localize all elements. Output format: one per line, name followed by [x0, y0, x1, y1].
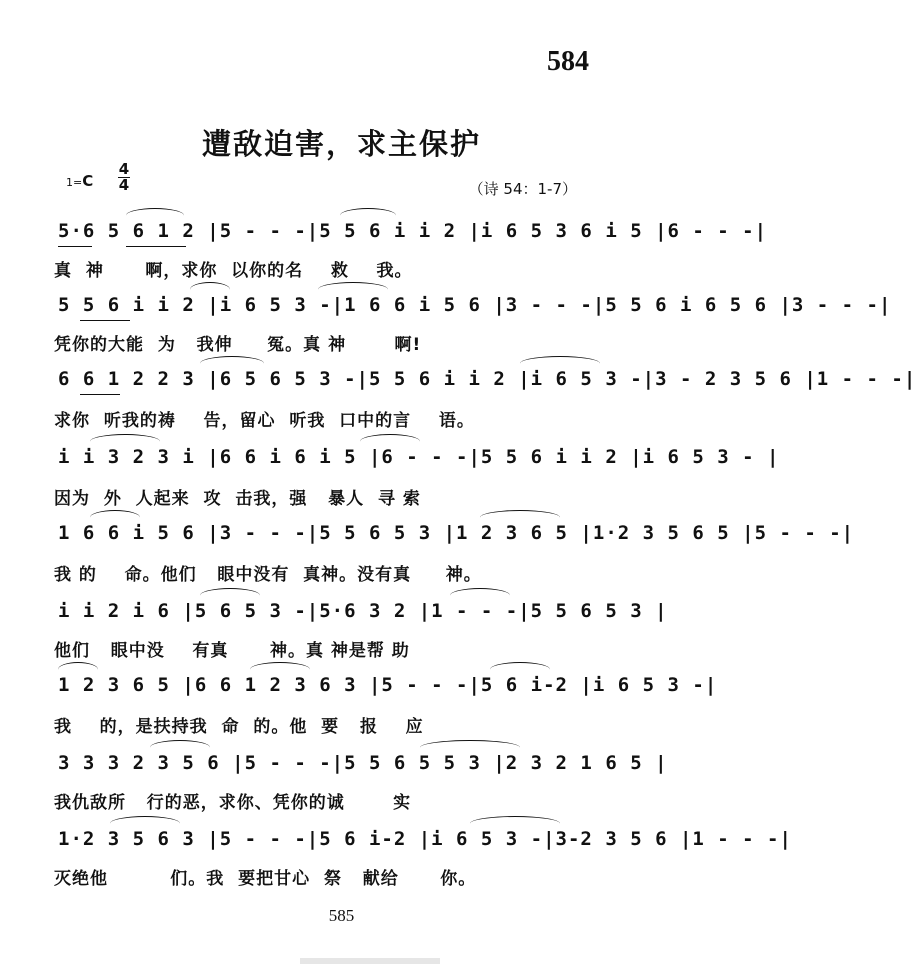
music-line [50, 820, 792, 856]
lyrics-line: 我仇敌所 行的恶，求你、凭你的诚 实 [54, 793, 412, 813]
hymn-title: 遭敌迫害，求主保护 [201, 127, 481, 161]
lyrics-line: 灭绝他 们。我 要把甘心 祭 献给 你。 [54, 869, 477, 889]
music-line [50, 360, 916, 396]
lyrics-line: 因为 外 人起来 攻 击我，强 暴人 寻 索 [54, 489, 421, 509]
slur [110, 816, 180, 831]
lyrics-line: 真 神 啊，求你 以你的名 救 我。 [54, 261, 413, 281]
notation: i i 2 i 6 |5 6 5 3 -|5·6 3 2 |1 - - -|5 5 6 5 3 | [58, 600, 668, 622]
key-note: C [82, 172, 94, 190]
slur [490, 662, 550, 677]
slur [360, 434, 420, 449]
slur [250, 662, 310, 677]
time-signature-top: 4 [118, 160, 130, 178]
slur [420, 740, 520, 755]
music-line [50, 666, 718, 702]
lyrics-line: 我 的，是扶持我 命 的。他 要 报 应 [54, 717, 424, 737]
slur [520, 356, 600, 371]
notation: 3 3 3 2 3 5 6 |5 - - -|5 5 6 5 5 3 |2 3 2 1 6 5 | [58, 752, 668, 774]
slur [318, 282, 388, 297]
slur [480, 510, 560, 525]
music-line [50, 514, 855, 550]
notation: 6 6 1 2 2 3 |6 5 6 5 3 -|5 5 6 i i 2 |i 6 5 3 -|3 - 2 3 5 6 |1 - - -| [58, 368, 916, 390]
underline [126, 246, 186, 247]
lyrics-line: 求你 听我的祷 告，留心 听我 口中的言 语。 [54, 411, 475, 431]
notation: 5·6 5 6 1 2 |5 - - -|5 5 6 i i 2 |i 6 5 3 6 i 5 |6 - - -| [58, 220, 768, 242]
time-signature [118, 162, 130, 193]
notation: 1 6 6 i 5 6 |3 - - -|5 5 6 5 3 |1 2 3 6 5 |1·2 3 5 6 5 |5 - - -| [58, 522, 855, 544]
lyrics-line: 他们 眼中没 有真 神。真 神是帮 助 [54, 641, 410, 661]
key-signature [66, 172, 93, 190]
underline [80, 320, 130, 321]
slur [190, 282, 230, 297]
slur [340, 208, 396, 223]
notation: 1 2 3 6 5 |6 6 1 2 3 6 3 |5 - - -|5 6 i-2 |i 6 5 3 -| [58, 674, 718, 696]
lyrics-line: 我 的 命。他们 眼中没有 真神。没有真 神。 [54, 565, 482, 585]
music-line [50, 212, 768, 248]
slur [150, 740, 210, 755]
time-signature-bottom: 4 [118, 176, 130, 194]
slur [450, 588, 510, 603]
slur [90, 434, 160, 449]
underline [58, 246, 92, 247]
music-line [50, 744, 668, 780]
key-prefix: 1= [66, 176, 83, 189]
notation: 1·2 3 5 6 3 |5 - - -|5 6 i-2 |i 6 5 3 -|3-2 3 5 6 |1 - - -| [58, 828, 792, 850]
notation: i i 3 2 3 i |6 6 i 6 i 5 |6 - - -|5 5 6 i i 2 |i 6 5 3 - | [58, 446, 780, 468]
slur [126, 208, 184, 223]
music-line [50, 592, 668, 628]
scripture-reference: （诗 54：1-7） [468, 180, 577, 198]
notation: 5 5 6 i i 2 |i 6 5 3 -|1 6 6 i 5 6 |3 - - -|5 5 6 i 6 5 6 |3 - - -| [58, 294, 892, 316]
lyrics-line: 凭你的大能 为 我伸 冤。真 神 啊! [54, 335, 422, 355]
music-line [50, 286, 892, 322]
slur [200, 588, 260, 603]
music-line [50, 438, 780, 474]
slur [58, 662, 98, 677]
underline [80, 394, 120, 395]
slur [470, 816, 560, 831]
slur [90, 510, 140, 525]
page-number: 585 [328, 906, 355, 925]
hymn-number: 584 [547, 46, 589, 77]
slur [200, 356, 264, 371]
bottom-rule [300, 958, 440, 964]
